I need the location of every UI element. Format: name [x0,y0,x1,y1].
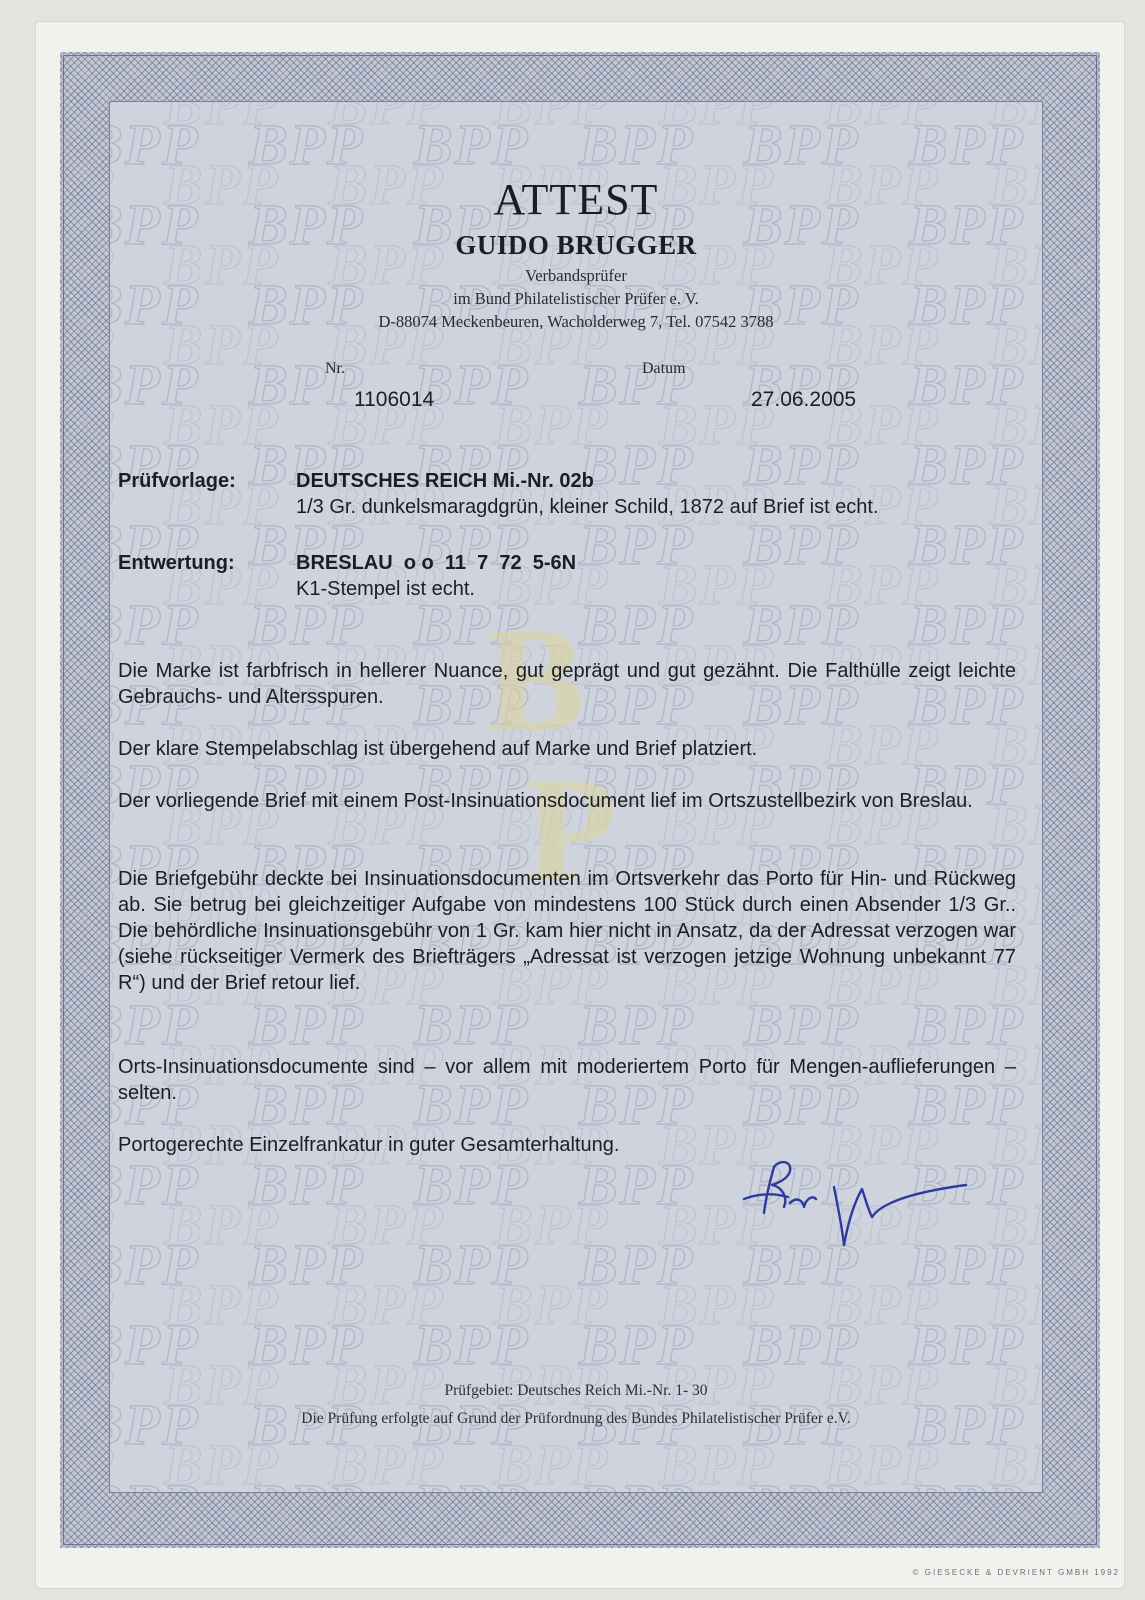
number-label: Nr. [325,360,345,377]
entwertung-section [118,550,1023,606]
pruefvorlage-section [118,468,1023,524]
paragraph-letter: Der vorliegende Brief mit einem Post-Insinuationsdocument lief im Ortszustellbezirk von Breslau. [118,790,973,812]
examination-basis: Die Prüfung erfolgte auf Grund der Prüfordnung des Bundes Philatelistischer Prüfer e.V. [301,1410,851,1427]
pruefvorlage-title: DEUTSCHES REICH Mi.-Nr. 02b [296,470,594,492]
certificate-panel [110,102,1042,1492]
certificate-number: 1106014 [354,388,435,411]
examiner-association: im Bund Philatelistischer Prüfer e. V. [453,289,699,308]
pruefvorlage-description: 1/3 Gr. dunkelsmaragdgrün, kleiner Schild, 1872 auf Brief ist echt. [296,496,879,518]
svg-text:B: B [485,597,586,763]
certificate-date: 27.06.2005 [751,388,857,411]
document-title: ATTEST [493,175,659,224]
examiner-signature [730,1147,970,1257]
entwertung-description: K1-Stempel ist echt. [296,578,475,600]
examiner-role: Verbandsprüfer [525,266,627,285]
pruefvorlage-label: Prüfvorlage: [118,470,236,492]
entwertung-label: Entwertung: [118,552,235,574]
paragraph-postage: Die Briefgebühr deckte bei Insinuationsdocumenten im Ortsverkehr das Porto für Hin- und Rückweg ab. Sie betrug bei gleichzeitiger Aufgabe von mindestens 100 Stück durch einen Absender 1/3 Gr.. Die behördliche Insinuationsgebühr von 1 Gr. kam hier nicht in Ansatz, da der Adressat verzogen war (siehe rückseitiger Vermerk des Briefträgers „Adressat ist verzogen jetzige Wohnung unbekannt 77 R“) und der Brief retour lief. [118,868,1016,994]
date-label: Datum [642,360,686,377]
examination-scope: Prüfgebiet: Deutsches Reich Mi.-Nr. 1- 30 [444,1382,708,1399]
svg-text:P: P [525,747,617,913]
examiner-name: GUIDO BRUGGER [455,230,697,260]
paragraph-conclusion: Portogerechte Einzelfrankatur in guter Gesamterhaltung. [118,1134,620,1156]
entwertung-title: BRESLAU o o 11 7 72 5-6N [296,552,577,574]
examiner-address: D-88074 Meckenbeuren, Wacholderweg 7, Tel. 07542 3788 [378,312,774,331]
paragraph-postmark: Der klare Stempelabschlag ist übergehend auf Marke und Brief platziert. [118,738,758,760]
paragraph-condition: Die Marke ist farbfrisch in hellerer Nuance, gut geprägt und gut gezähnt. Die Falthülle zeigt leichte Gebrauchs- und Altersspuren. [118,660,1016,708]
copyright-note: © GIESECKE & DEVRIENT GMBH 1992 [912,1568,1120,1577]
paragraph-rarity: Orts-Insinuationsdocumente sind – vor allem mit moderiertem Porto für Mengen-auflieferungen – selten. [118,1056,1016,1104]
